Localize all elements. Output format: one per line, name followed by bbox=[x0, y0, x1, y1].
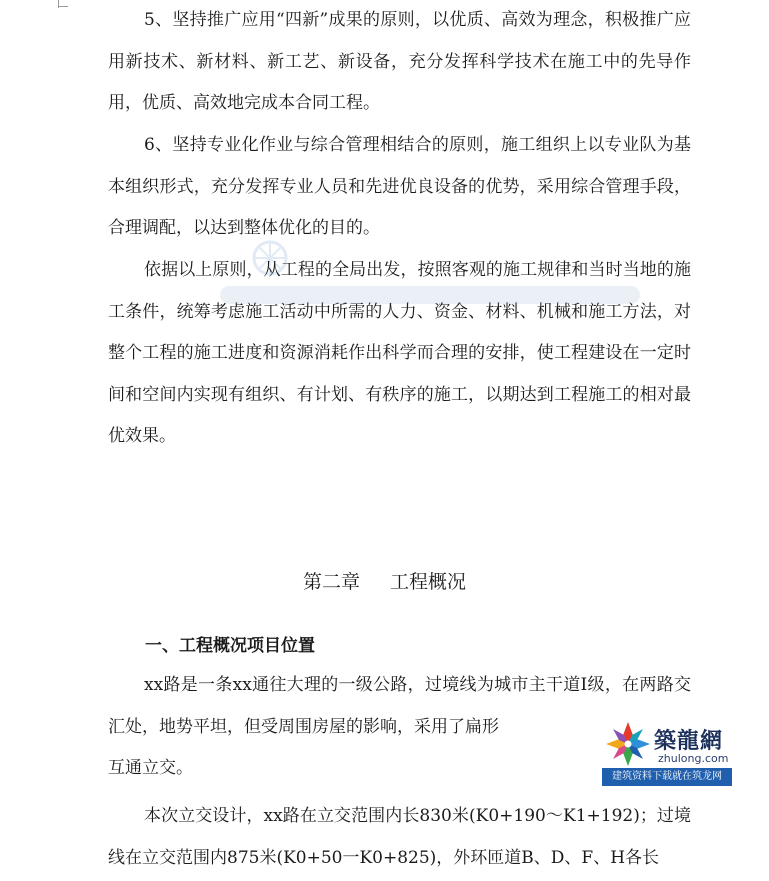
chapter-number: 第二章 bbox=[302, 571, 360, 593]
section-heading: 一、工程概况项目位置 bbox=[145, 636, 315, 656]
logo-header bbox=[602, 720, 732, 768]
paragraph-summary: 依据以上原则，从工程的全局出发，按照客观的施工规律和当时当地的施工条件，统筹考虑施工活动中所需的人力、资金、材料、机械和施工方法，对整个工程的施工进度和资源消耗作出科学而合理的安排，使工程建设在一定时间和空间内实现有组织、有计划、有秩序的施工，以期达到工程施工的相对最优效果。 bbox=[108, 260, 691, 446]
paragraph-location-end: 互通立交。 bbox=[108, 758, 193, 778]
paragraph-location-text: xx路是一条xx通往大理的一级公路，过境线为城市主干道Ⅰ级，在两路交汇处，地势平坦，但受周围房屋的影响，采用了扁形 bbox=[108, 675, 691, 737]
paragraph-principle-6: 6、坚持专业化作业与综合管理相结合的原则，施工组织上以专业队为基本组织形式，充分发挥专业人员和先进优良设备的优势，采用综合管理手段，合理调配，以达到整体优化的目的。 bbox=[108, 135, 691, 238]
paragraph-principle-5: 5、坚持推广应用“四新”成果的原则，以优质、高效为理念，积极推广应用新技术、新材料、新工艺、新设备，充分发挥科学技术在施工中的先导作用，优质、高效地完成本合同工程。 bbox=[108, 10, 691, 113]
chapter-title: 工程概况 bbox=[390, 571, 467, 593]
zhulong-logo bbox=[602, 720, 732, 786]
logo-name: 築龍網 bbox=[654, 729, 724, 754]
page-corner-mark bbox=[58, 0, 68, 7]
page-corner-mark bbox=[44, 0, 59, 8]
zhulong-logo-icon bbox=[604, 720, 652, 768]
chapter-heading bbox=[0, 567, 769, 597]
paragraph-design: 本次立交设计，xx路在立交范围内长830米(K0+190～K1+192)；过境线在立交范围内875米(K0+50一K0+825)，外环匝道B、D、F、H各长 bbox=[108, 806, 691, 868]
logo-slogan: 建筑资料下载就在筑龙网 bbox=[602, 768, 732, 786]
logo-domain: zhulong.com bbox=[658, 752, 729, 765]
